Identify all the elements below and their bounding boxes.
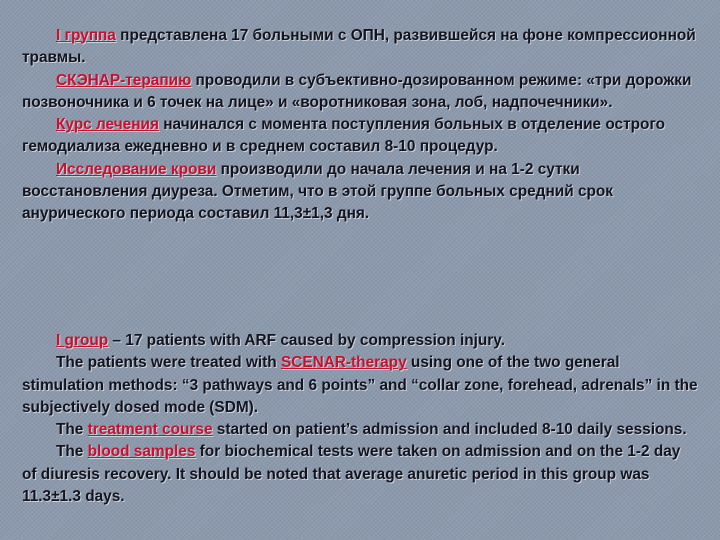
ru-paragraph-1 [22,25,698,70]
en-paragraph-1-text: – 17 patients with ARF caused by compression injury. [108,332,505,349]
en-highlight-scenar: SCENAR-therapy [280,354,407,372]
english-text-block [22,330,698,508]
en-paragraph-3-text: started on patient’s admission and included 8-10 daily sessions. [212,421,687,439]
en-highlight-blood: blood samples [87,443,196,461]
en-paragraph-2-text: using one of the two general stimulation methods: “3 pathways and 6 points” and “collar zone, forehead, adrenals” in the subjectively dosed mode (SDM). [22,354,698,416]
ru-paragraph-4 [22,159,698,226]
ru-highlight-group: I группа [56,27,116,44]
en-highlight-group: I group [56,332,109,349]
ru-highlight-blood: Исследование крови [56,160,217,178]
russian-text-block [22,25,698,226]
en-paragraph-4 [22,441,698,508]
en-paragraph-1 [22,330,698,352]
ru-highlight-scenar: СКЭНАР-терапию [56,71,192,89]
en-paragraph-2-pre: The patients were treated with [56,354,281,372]
en-paragraph-3 [22,419,698,441]
ru-paragraph-3 [22,114,698,159]
ru-paragraph-2-text: проводили в субъективно-дозированном режиме: «три дорожки позвоночника и 6 точек на лице» и «воротниковая зона, лоб, надпочечники». [22,71,692,111]
ru-paragraph-1-text: представлена 17 больными с ОПН, развившейся на фоне компрессионной травмы. [22,27,696,67]
ru-highlight-course: Курс лечения [56,116,159,134]
ru-paragraph-3-text: начинался с момента поступления больных в отделение острого гемодиализа ежедневно и в среднем составил 8-10 процедур. [22,116,666,156]
en-paragraph-3-pre: The [56,421,88,439]
ru-paragraph-2 [22,70,698,115]
en-highlight-course: treatment course [87,421,213,439]
en-paragraph-4-pre: The [56,443,88,461]
en-paragraph-4-text: for biochemical tests were taken on admission and on the 1-2 day of diuresis recovery. It should be noted that average anuretic period in this group was 11.3±1.3 days. [22,443,681,506]
en-paragraph-2 [22,352,698,419]
ru-paragraph-4-text: производили до начала лечения и на 1-2 сутки восстановления диуреза. Отметим, что в этой группе больных средний срок анурического периода составил 11,3±1,3 дня. [22,160,614,223]
